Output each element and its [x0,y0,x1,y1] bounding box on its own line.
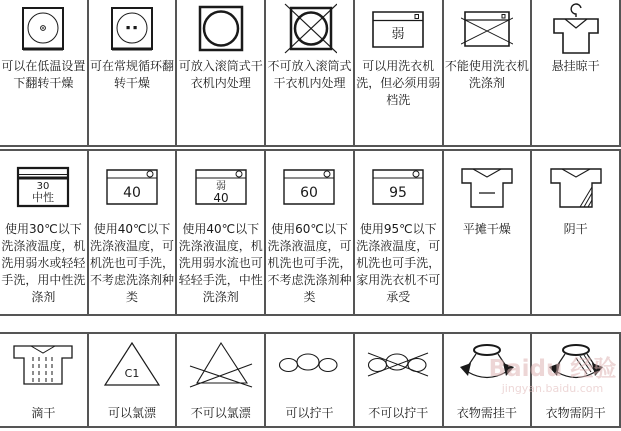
cell-wash-60 [266,151,355,314]
drip-dry-icon [11,336,75,392]
wash-60-icon [282,151,336,221]
cell-dry-in-shade [532,151,621,314]
watermark-brand-text: Baidu [488,356,563,382]
cell-label: 可以氯漂 [108,406,157,420]
cell-wring-ok [266,334,355,426]
cell-machine-wash-gentle [355,0,444,145]
symbol-row-1 [0,0,621,147]
wring-ok-icon [276,336,342,392]
cell-no-tumble-dry [266,0,355,145]
svg-text:C1: C1 [124,367,140,380]
shade-dry-garment-icon [546,336,606,392]
cell-no-bleach [177,334,266,426]
cell-wash-40-gentle [177,151,266,314]
tumble-dry-normal-icon [109,0,155,58]
dry-flat-icon [457,151,517,221]
cell-shade-dry-garment [532,334,621,426]
no-tumble-dry-icon [281,0,337,58]
svg-text:30: 30 [36,181,50,192]
no-machine-wash-icon [461,0,513,58]
machine-wash-gentle-icon [371,0,425,58]
no-bleach-icon [188,336,254,392]
cell-label: 可以拧干 [285,406,334,420]
hang-to-dry-icon [547,0,605,58]
svg-text:弱: 弱 [215,181,226,192]
cell-tumble-dry-ok [177,0,266,145]
cell-label: 可在常规循环翻转干燥 [90,59,175,90]
cell-label: 阴干 [563,222,588,236]
cell-drip-dry [0,334,89,426]
watermark-url: jingyan.baidu.com [501,382,604,395]
symbol-row-2 [0,149,621,316]
cell-label: 使用40℃以下洗涤液温度，机洗用弱水流也可轻轻手洗，中性洗涤剂 [178,222,263,304]
cell-hang-dry-garment [444,334,533,426]
cell-label: 使用40℃以下洗涤液温度，可机洗也可手洗，不考虑洗涤剂种类 [90,222,175,304]
cell-label: 可放入滚筒式干衣机内处理 [178,59,263,90]
svg-text:95: 95 [389,185,408,201]
hang-dry-garment-icon [457,336,517,392]
wash-95-icon [371,151,425,221]
dry-in-shade-icon [546,151,606,221]
wash-40-gentle-icon [194,151,248,221]
no-wring-icon [365,336,431,392]
bleach-ok-icon [101,336,163,392]
cell-label: 使用95℃以下洗涤液温度，可机洗也可手洗，家用洗衣机不可承受 [356,222,441,304]
cell-label: 不可以氯漂 [190,406,251,420]
cell-hang-to-dry [532,0,621,145]
watermark-brand-cn: 经验 [570,356,617,382]
cell-label: 可以在低温设置下翻转干燥 [1,59,86,90]
cell-label: 不可放入滚筒式干衣机内处理 [267,59,352,90]
cell-tumble-dry-normal [89,0,178,145]
cell-no-wring [355,334,444,426]
cell-label: 不能使用洗衣机洗涤剂 [444,59,529,90]
svg-text:弱: 弱 [391,27,405,42]
cell-label: 不可以拧干 [368,406,429,420]
svg-text:60: 60 [300,185,319,201]
cell-no-machine-wash [444,0,533,145]
cell-wash-40 [89,151,178,314]
wash-40-icon [105,151,159,221]
cell-label: 可以用洗衣机洗，但必须用弱档洗 [356,59,441,107]
svg-text:40: 40 [213,191,229,205]
tumble-dry-ok-icon [197,0,245,58]
cell-label: 滴干 [31,406,56,420]
cell-wash-95 [355,151,444,314]
wash-30-neutral-icon [16,151,70,221]
svg-text:40: 40 [123,185,141,201]
tumble-dry-low-icon [20,0,66,58]
cell-wash-30-neutral [0,151,89,314]
symbol-row-3 [0,332,621,428]
cell-tumble-dry-low [0,0,89,145]
cell-label: 平摊干燥 [462,222,511,236]
cell-label: 衣物需阴干 [545,406,606,420]
cell-bleach-ok [89,334,178,426]
cell-label: 悬挂晾干 [551,59,600,73]
svg-text:中性: 中性 [32,191,55,204]
cell-label: 衣物需挂干 [456,406,517,420]
cell-label: 使用30℃以下洗涤液温度，机洗用弱水或轻轻手洗，用中性洗涤剂 [1,222,86,304]
cell-label: 使用60℃以下洗涤液温度，可机洗也可手洗，不考虑洗涤剂种类 [267,222,352,304]
cell-dry-flat [444,151,533,314]
